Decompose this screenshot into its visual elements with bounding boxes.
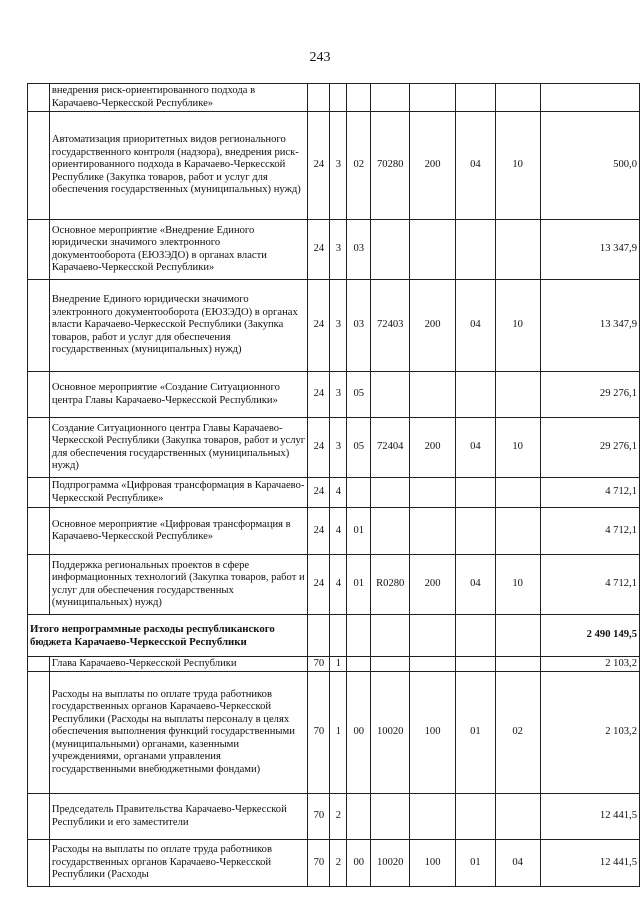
lead-cell	[28, 84, 50, 112]
amount-cell: 4 712,1	[540, 555, 639, 615]
code-kcsr-event-cell: 02	[347, 112, 371, 220]
code-kvr-cell: 200	[410, 112, 456, 220]
table-row	[28, 280, 640, 372]
code-kvr-cell: 100	[410, 840, 456, 887]
code-kcsr-subprogram-cell: 3	[330, 372, 347, 418]
code-razdel-cell: 01	[455, 672, 495, 794]
amount-cell: 12 441,5	[540, 840, 639, 887]
lead-cell	[28, 372, 50, 418]
code-podrazdel-cell	[495, 615, 540, 657]
amount-cell: 2 490 149,5	[540, 615, 639, 657]
expense-name-cell: Автоматизация приоритетных видов регионального государственного контроля (надзора), внедрения риск-ориентированного подхода в Карачаево-Черкесской Республике (Закупка товаров, работ и услуг для обеспечения государственных (муниципальных) нужд)	[49, 112, 308, 220]
code-kcsr-subprogram-cell: 3	[330, 220, 347, 280]
code-kcsr-subprogram-cell: 1	[330, 657, 347, 672]
code-podrazdel-cell: 10	[495, 280, 540, 372]
amount-cell: 12 441,5	[540, 794, 639, 840]
lead-cell	[28, 112, 50, 220]
code-kcsr-direction-cell: 10020	[371, 672, 410, 794]
amount-cell: 4 712,1	[540, 478, 639, 508]
code-kcsr-subprogram-cell: 3	[330, 280, 347, 372]
code-kvr-cell	[410, 478, 456, 508]
expense-name-cell: Подпрограмма «Цифровая трансформация в Карачаево-Черкесской Республике»	[49, 478, 308, 508]
amount-cell	[540, 84, 639, 112]
code-podrazdel-cell	[495, 372, 540, 418]
table-row	[28, 555, 640, 615]
code-kcsr-event-cell	[347, 478, 371, 508]
table-row	[28, 418, 640, 478]
code-kcsr-event-cell: 05	[347, 418, 371, 478]
amount-cell: 13 347,9	[540, 220, 639, 280]
code-razdel-cell	[455, 220, 495, 280]
code-kvr-cell	[410, 84, 456, 112]
code-razdel-cell: 04	[455, 280, 495, 372]
code-kcsr-event-cell: 05	[347, 372, 371, 418]
code-podrazdel-cell: 04	[495, 840, 540, 887]
table-row	[28, 672, 640, 794]
lead-cell	[28, 794, 50, 840]
amount-cell: 29 276,1	[540, 418, 639, 478]
amount-cell: 2 103,2	[540, 672, 639, 794]
code-kcsr-program-cell	[308, 84, 330, 112]
amount-cell: 500,0	[540, 112, 639, 220]
code-kcsr-program-cell: 24	[308, 555, 330, 615]
code-kcsr-event-cell: 03	[347, 220, 371, 280]
code-kcsr-direction-cell: 10020	[371, 840, 410, 887]
code-kcsr-program-cell: 24	[308, 478, 330, 508]
table-row	[28, 508, 640, 555]
code-kcsr-direction-cell	[371, 615, 410, 657]
code-podrazdel-cell	[495, 220, 540, 280]
lead-cell	[28, 672, 50, 794]
code-kvr-cell: 200	[410, 418, 456, 478]
lead-cell	[28, 555, 50, 615]
code-kcsr-direction-cell: 72403	[371, 280, 410, 372]
expense-name-cell: Председатель Правительства Карачаево-Черкесской Республики и его заместители	[49, 794, 308, 840]
code-kcsr-subprogram-cell: 4	[330, 555, 347, 615]
code-kcsr-event-cell	[347, 615, 371, 657]
code-kcsr-direction-cell: 70280	[371, 112, 410, 220]
code-kcsr-program-cell: 24	[308, 418, 330, 478]
code-podrazdel-cell	[495, 84, 540, 112]
lead-cell	[28, 220, 50, 280]
budget-table	[27, 83, 640, 887]
code-kcsr-subprogram-cell: 1	[330, 672, 347, 794]
code-kcsr-program-cell: 24	[308, 280, 330, 372]
code-podrazdel-cell: 10	[495, 555, 540, 615]
table-row	[28, 220, 640, 280]
code-kvr-cell: 200	[410, 555, 456, 615]
code-podrazdel-cell	[495, 508, 540, 555]
code-podrazdel-cell: 10	[495, 112, 540, 220]
table-row	[28, 794, 640, 840]
code-razdel-cell: 04	[455, 112, 495, 220]
lead-cell	[28, 478, 50, 508]
amount-cell: 13 347,9	[540, 280, 639, 372]
code-kcsr-program-cell: 24	[308, 112, 330, 220]
code-kcsr-direction-cell	[371, 220, 410, 280]
code-kvr-cell	[410, 615, 456, 657]
code-podrazdel-cell: 10	[495, 418, 540, 478]
code-kcsr-program-cell: 24	[308, 372, 330, 418]
code-kcsr-subprogram-cell: 2	[330, 794, 347, 840]
page-number: 243	[309, 50, 331, 65]
table-total-row	[28, 615, 640, 657]
code-podrazdel-cell	[495, 657, 540, 672]
expense-name-cell: Основное мероприятие «Цифровая трансформация в Карачаево-Черкесской Республике»	[49, 508, 308, 555]
code-kcsr-direction-cell: 72404	[371, 418, 410, 478]
code-razdel-cell	[455, 794, 495, 840]
code-kcsr-direction-cell	[371, 657, 410, 672]
code-kcsr-program-cell: 70	[308, 672, 330, 794]
code-kcsr-program-cell: 70	[308, 657, 330, 672]
expense-name-cell: Поддержка региональных проектов в сфере информационных технологий (Закупка товаров, работ и услуг для обеспечения государственных (муниципальных) нужд)	[49, 555, 308, 615]
code-kcsr-direction-cell	[371, 794, 410, 840]
code-kcsr-direction-cell	[371, 508, 410, 555]
code-razdel-cell: 04	[455, 555, 495, 615]
code-kcsr-event-cell: 00	[347, 672, 371, 794]
table-row	[28, 840, 640, 887]
table-row	[28, 84, 640, 112]
code-razdel-cell: 04	[455, 418, 495, 478]
code-kcsr-event-cell: 01	[347, 555, 371, 615]
lead-cell	[28, 280, 50, 372]
code-kcsr-subprogram-cell: 4	[330, 508, 347, 555]
code-kcsr-direction-cell: R0280	[371, 555, 410, 615]
code-kcsr-subprogram-cell: 3	[330, 112, 347, 220]
code-kcsr-subprogram-cell: 4	[330, 478, 347, 508]
code-kvr-cell: 200	[410, 280, 456, 372]
amount-cell: 2 103,2	[540, 657, 639, 672]
code-podrazdel-cell: 02	[495, 672, 540, 794]
code-razdel-cell	[455, 657, 495, 672]
code-podrazdel-cell	[495, 794, 540, 840]
table-row	[28, 657, 640, 672]
amount-cell: 29 276,1	[540, 372, 639, 418]
code-kcsr-program-cell: 24	[308, 220, 330, 280]
expense-name-cell: Итого непрограммные расходы республиканского бюджета Карачаево-Черкесской Республики	[28, 615, 308, 657]
code-kvr-cell	[410, 657, 456, 672]
expense-name-cell: Создание Ситуационного центра Главы Карачаево-Черкесской Республики (Закупка товаров, работ и услуг для обеспечения государственных (муниципальных) нужд)	[49, 418, 308, 478]
code-kcsr-event-cell: 00	[347, 840, 371, 887]
table-row	[28, 372, 640, 418]
expense-name-cell: Расходы на выплаты по оплате труда работников государственных органов Карачаево-Черкесской Республики (Расходы на выплаты персоналу в целях обеспечения выполнения функций государственными (муниципальными) органами, казенными учреждениями, органами управления государственными внебюджетными фондами)	[49, 672, 308, 794]
expense-name-cell: Внедрение Единого юридически значимого электронного документооборота (ЕЮЗЭДО) в органах власти Карачаево-Черкесской Республики (Закупка товаров, работ и услуг для обеспечения государственных (муниципальных) нужд)	[49, 280, 308, 372]
expense-name-cell: внедрения риск-ориентированного подхода в Карачаево-Черкесской Республике»	[49, 84, 308, 112]
table-row	[28, 112, 640, 220]
code-kcsr-subprogram-cell: 3	[330, 418, 347, 478]
code-kvr-cell	[410, 220, 456, 280]
code-razdel-cell	[455, 508, 495, 555]
code-kcsr-subprogram-cell: 2	[330, 840, 347, 887]
code-razdel-cell	[455, 615, 495, 657]
code-kcsr-event-cell: 01	[347, 508, 371, 555]
expense-name-cell: Расходы на выплаты по оплате труда работников государственных органов Карачаево-Черкесской Республики (Расходы	[49, 840, 308, 887]
code-podrazdel-cell	[495, 478, 540, 508]
code-kcsr-program-cell: 70	[308, 840, 330, 887]
code-kcsr-program-cell	[308, 615, 330, 657]
code-kvr-cell: 100	[410, 672, 456, 794]
budget-rows	[28, 84, 640, 887]
code-kcsr-event-cell	[347, 657, 371, 672]
code-kcsr-program-cell: 70	[308, 794, 330, 840]
code-kcsr-event-cell	[347, 794, 371, 840]
code-kcsr-direction-cell	[371, 478, 410, 508]
code-razdel-cell	[455, 478, 495, 508]
code-kcsr-direction-cell	[371, 84, 410, 112]
lead-cell	[28, 840, 50, 887]
code-kcsr-program-cell: 24	[308, 508, 330, 555]
lead-cell	[28, 657, 50, 672]
lead-cell	[28, 418, 50, 478]
code-kcsr-event-cell	[347, 84, 371, 112]
code-kcsr-subprogram-cell	[330, 615, 347, 657]
expense-name-cell: Основное мероприятие «Внедрение Единого юридически значимого электронного документооборота (ЕЮЗЭДО) в органах власти Карачаево-Черкесской Республики»	[49, 220, 308, 280]
table-row	[28, 478, 640, 508]
code-kvr-cell	[410, 372, 456, 418]
expense-name-cell: Основное мероприятие «Создание Ситуационного центра Главы Карачаево-Черкесской Республики»	[49, 372, 308, 418]
expense-name-cell: Глава Карачаево-Черкесской Республики	[49, 657, 308, 672]
code-kcsr-subprogram-cell	[330, 84, 347, 112]
code-kcsr-event-cell: 03	[347, 280, 371, 372]
code-kcsr-direction-cell	[371, 372, 410, 418]
amount-cell: 4 712,1	[540, 508, 639, 555]
code-razdel-cell	[455, 372, 495, 418]
code-kvr-cell	[410, 508, 456, 555]
code-razdel-cell: 01	[455, 840, 495, 887]
code-razdel-cell	[455, 84, 495, 112]
lead-cell	[28, 508, 50, 555]
code-kvr-cell	[410, 794, 456, 840]
